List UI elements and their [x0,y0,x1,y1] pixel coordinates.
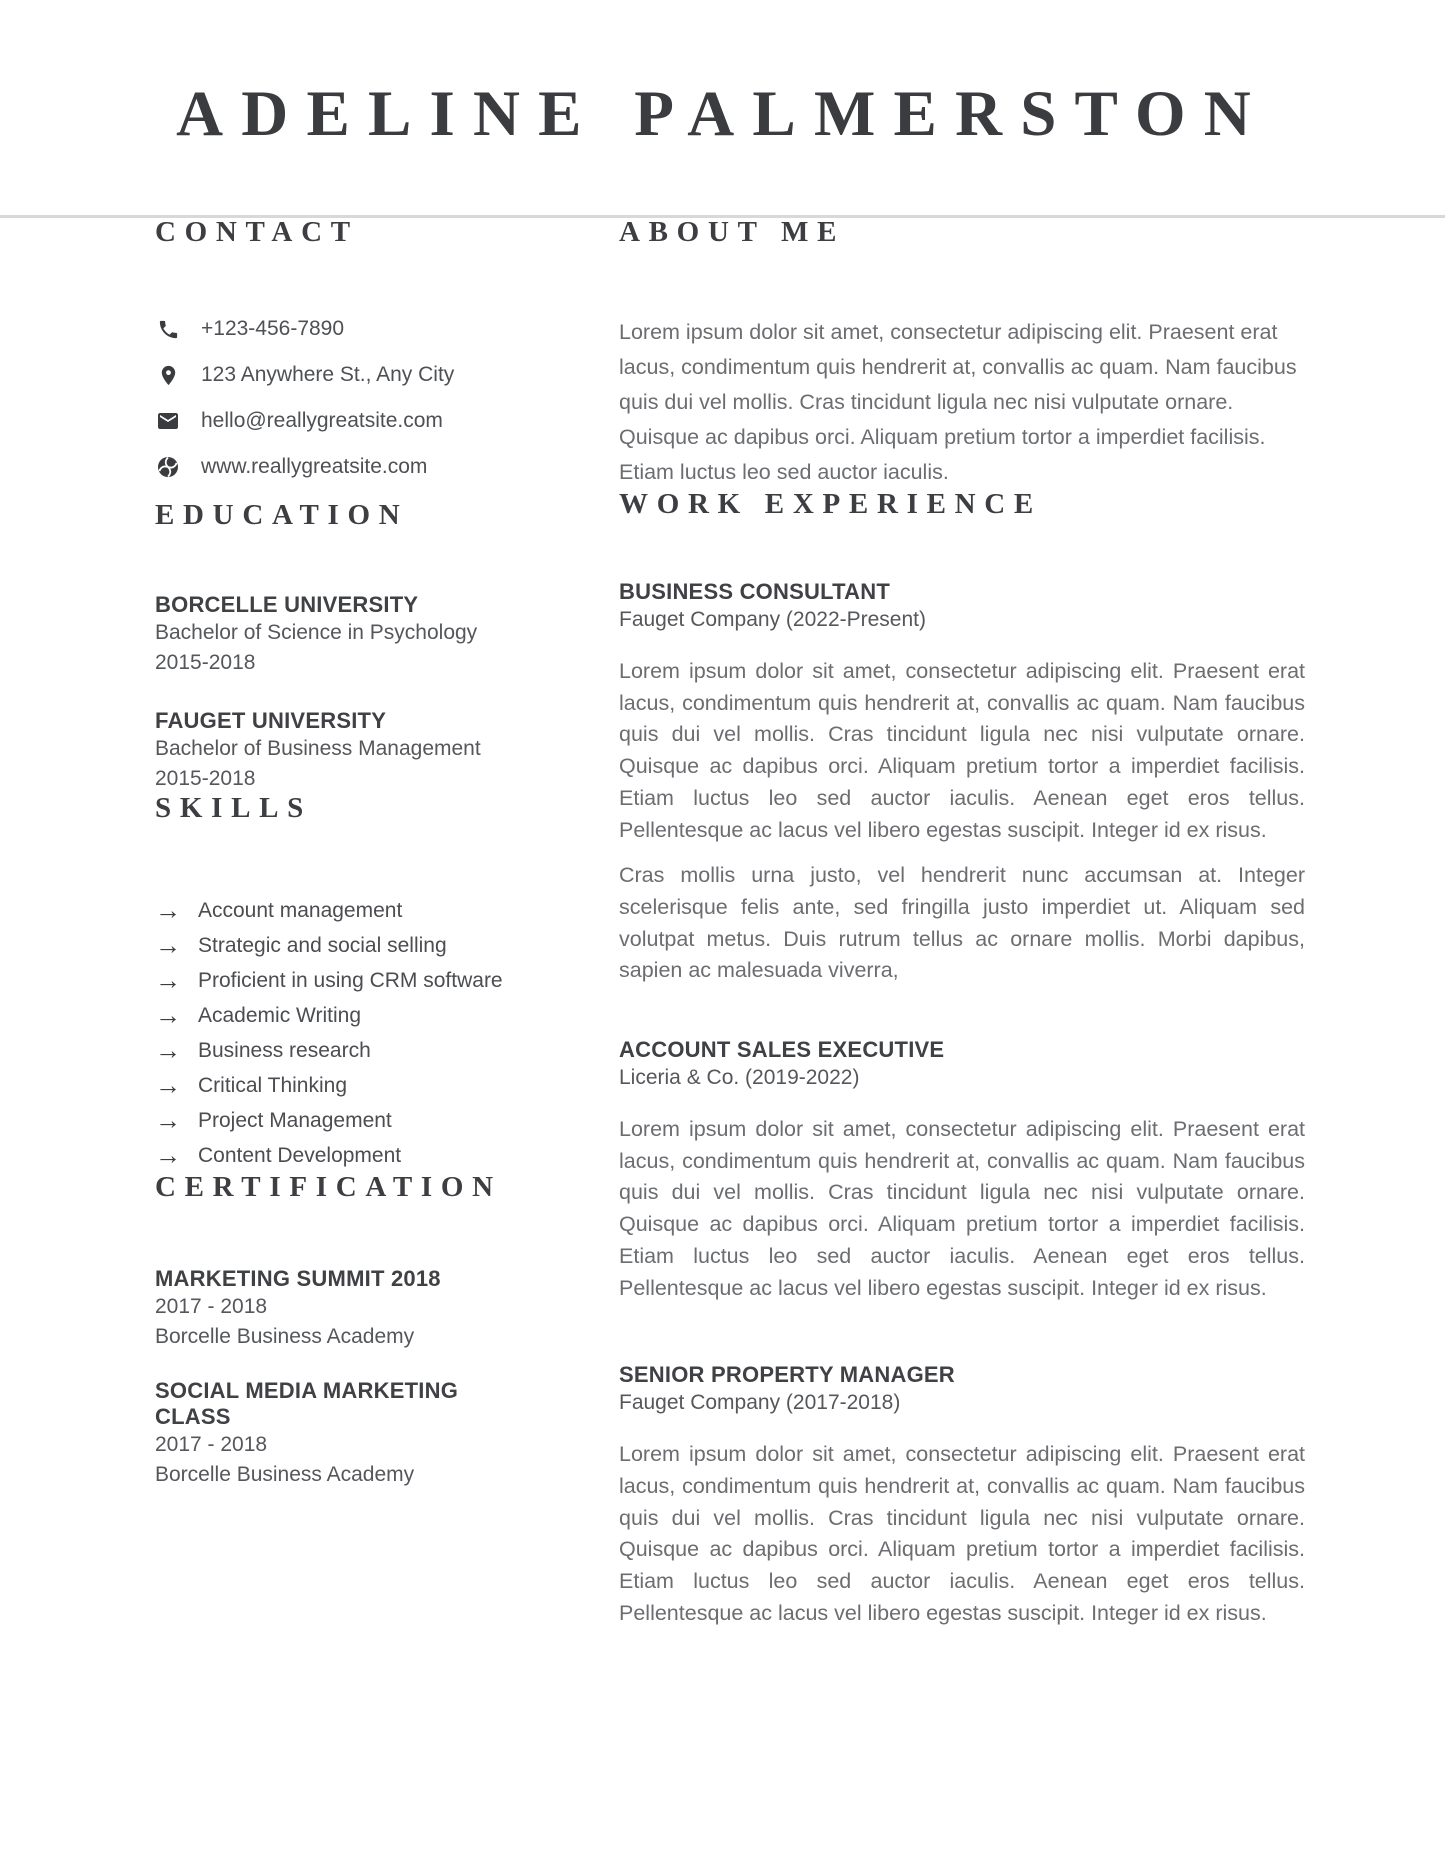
contact-item-website [155,455,507,479]
list-item [155,1033,507,1068]
header [0,0,1445,218]
education-school: FAUGET UNIVERSITY [155,708,387,733]
certification-org: Borcelle Business Academy [155,1463,415,1486]
arrow-right-icon: → [155,965,181,995]
job-paragraph: Lorem ipsum dolor sit amet, consectetur adipiscing elit. Praesent erat lacus, condimentum quis hendrerit at, convallis ac quam. Nam faucibus quis dui vel mollis. Cras tincidunt ligula nec nisi vulputate ornare. Quisque ac dapibus orci. Aliquam pretium tortor a imperdiet facilisis. Etiam luctus leo sed auctor iaculis. Aenean eget eros tellus. Pellentesque ac lacus vel libero egestas suscipit. Integer id ex risus. [619,1442,1305,1625]
arrow-right-icon: → [155,1070,181,1100]
job-title: BUSINESS CONSULTANT [619,579,891,604]
certification-years: 2017 - 2018 [155,1295,268,1318]
certification-entry [155,1266,507,1352]
list-item [155,1103,507,1138]
list-item [155,893,507,928]
email-icon [155,409,181,433]
work-job [619,1037,1305,1304]
content-columns [0,218,1445,1629]
about-section-heading: ABOUT ME [619,216,846,248]
job-title-block [619,579,1305,635]
job-company: Fauget Company (2022-Present) [619,608,926,631]
contact-address: 123 Anywhere St., Any City [201,363,455,386]
job-title: SENIOR PROPERTY MANAGER [619,1362,955,1388]
education-degree: Bachelor of Science in Psychology [155,621,478,644]
skill-label: Content Development [198,1144,402,1167]
education-entry [155,592,507,678]
arrow-right-icon: → [155,1035,181,1065]
list-item [155,1138,507,1173]
phone-icon [155,317,181,341]
page-title: ADELINE PALMERSTON [176,78,1269,150]
job-company: Liceria & Co. (2019-2022) [619,1066,860,1090]
education-years: 2015-2018 [155,651,256,674]
arrow-right-icon: → [155,1000,181,1030]
left-column [155,218,507,1490]
work-job [619,579,1305,987]
job-paragraph: Lorem ipsum dolor sit amet, consectetur adipiscing elit. Praesent erat lacus, condimentum quis hendrerit at, convallis ac quam. Nam faucibus quis dui vel mollis. Cras tincidunt ligula nec nisi vulputate ornare. Quisque ac dapibus orci. Aliquam pretium tortor a imperdiet facilisis. Etiam luctus leo sed auctor iaculis. Aenean eget eros tellus. Pellentesque ac lacus vel libero egestas suscipit. Integer id ex risus. [619,659,1305,842]
arrow-right-icon: → [155,930,181,960]
job-title-block [619,1037,1305,1093]
job-paragraph: Cras mollis urna justo, vel hendrerit nunc accumsan at. Integer scelerisque felis ante, sed fringilla justo imperdiet ut. Aliquam sed volutpat metus. Duis rutrum tellus ac ornare mollis. Morbi dapibus, sapien ac malesuada viverra, [619,863,1305,983]
right-column [619,218,1305,1629]
list-item [155,928,507,963]
skills-section-heading: SKILLS [155,792,312,824]
skill-label: Project Management [198,1109,392,1132]
contact-website: www.reallygreatsite.com [201,455,428,478]
certification-org: Borcelle Business Academy [155,1325,415,1348]
contact-section-heading: CONTACT [155,216,359,248]
website-icon [155,455,181,479]
contact-phone: +123-456-7890 [201,317,345,340]
list-item [155,963,507,998]
list-item [155,1068,507,1103]
job-company: Fauget Company (2017-2018) [619,1391,901,1415]
skill-label: Critical Thinking [198,1074,347,1097]
contact-item-address [155,363,507,387]
contact-item-phone [155,317,507,341]
list-item [155,998,507,1033]
education-years: 2015-2018 [155,767,256,790]
arrow-right-icon: → [155,1140,181,1170]
contact-item-email [155,409,507,433]
skill-label: Strategic and social selling [198,934,447,957]
skill-label: Academic Writing [198,1004,361,1027]
job-paragraph: Lorem ipsum dolor sit amet, consectetur adipiscing elit. Praesent erat lacus, condimentum quis hendrerit at, convallis ac quam. Nam faucibus quis dui vel mollis. Cras tincidunt ligula nec nisi vulputate ornare. Quisque ac dapibus orci. Aliquam pretium tortor a imperdiet facilisis. Etiam luctus leo sed auctor iaculis. Aenean eget eros tellus. Pellentesque ac lacus vel libero egestas suscipit. Integer id ex risus. [619,1117,1305,1300]
education-section-heading: EDUCATION [155,499,409,531]
certification-years: 2017 - 2018 [155,1433,268,1456]
contact-list [155,317,507,479]
work-section-heading: WORK EXPERIENCE [619,488,1042,520]
arrow-right-icon: → [155,1105,181,1135]
skills-list [155,893,507,1173]
education-degree: Bachelor of Business Management [155,737,481,760]
certification-entry [155,1378,507,1490]
location-icon [155,363,181,387]
contact-email: hello@reallygreatsite.com [201,409,443,432]
skill-label: Account management [198,899,403,922]
job-title-block [619,1362,1305,1418]
job-title: ACCOUNT SALES EXECUTIVE [619,1037,945,1063]
skill-label: Business research [198,1039,371,1062]
education-entry [155,708,507,794]
skill-label: Proficient in using CRM software [198,969,503,992]
about-text: Lorem ipsum dolor sit amet, consectetur adipiscing elit. Praesent erat lacus, condimentum quis hendrerit at, convallis ac quam. Nam faucibus quis dui vel mollis. Cras tincidunt ligula nec nisi vulputate ornare. Quisque ac dapibus orci. Aliquam pretium tortor a imperdiet facilisis. Etiam luctus leo sed auctor iaculis. [619,320,1297,484]
arrow-right-icon: → [155,895,181,925]
certification-section-heading: CERTIFICATION [155,1171,502,1203]
certification-title: SOCIAL MEDIA MARKETING CLASS [155,1378,459,1429]
education-school: BORCELLE UNIVERSITY [155,592,419,617]
certification-title: MARKETING SUMMIT 2018 [155,1266,441,1291]
work-job [619,1362,1305,1629]
